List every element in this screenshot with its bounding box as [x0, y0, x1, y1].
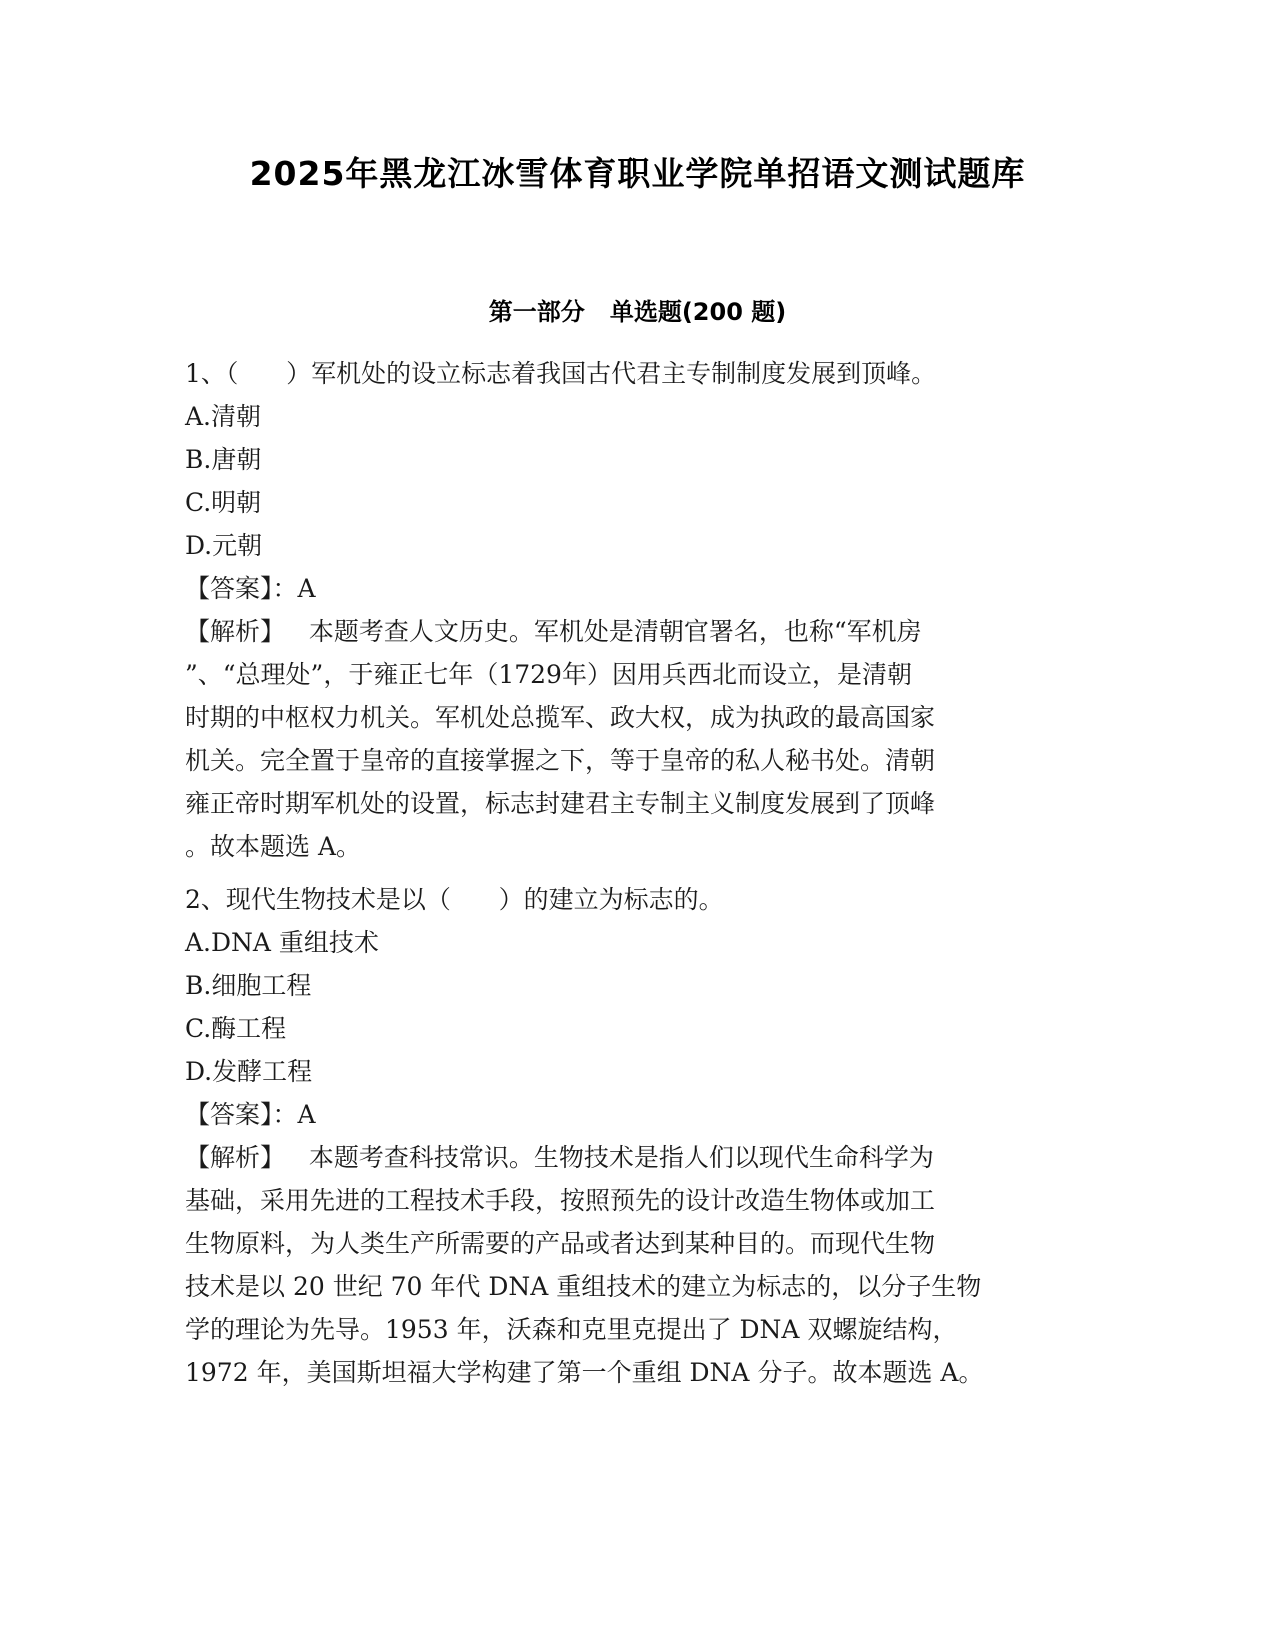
question-stem: 2、现代生物技术是以（ ）的建立为标志的。: [185, 885, 724, 914]
question-list: [185, 352, 1065, 1404]
option-b: B.细胞工程: [185, 971, 312, 1000]
analysis-line: 。故本题选 A。: [185, 832, 362, 861]
document-title: 2025年黑龙江冰雪体育职业学院单招语文测试题库: [249, 154, 1026, 193]
option-d: D.元朝: [185, 531, 263, 560]
analysis-line: 雍正帝时期军机处的设置，标志封建君主专制主义制度发展到了顶峰: [185, 789, 936, 818]
option-b: B.唐朝: [185, 445, 262, 474]
option-a: A.清朝: [185, 402, 262, 431]
section-heading: 第一部分 单选题(200 题): [488, 298, 787, 326]
question-1: [185, 352, 1065, 868]
analysis-line: 【解析】 本题考查科技常识。生物技术是指人们以现代生命科学为: [185, 1143, 934, 1172]
analysis-line: 时期的中枢权力机关。军机处总揽军、政大权，成为执政的最高国家: [185, 703, 936, 732]
analysis-line: ”、“总理处”，于雍正七年（1729年）因用兵西北而设立，是清朝: [185, 660, 912, 689]
analysis-paragraph: [185, 1136, 1065, 1394]
analysis-line: 基础，采用先进的工程技术手段，按照预先的设计改造生物体或加工: [185, 1186, 936, 1215]
question-2: [185, 878, 1065, 1394]
answer-line: 【答案】：A: [185, 1100, 316, 1129]
answer-line: 【答案】：A: [185, 574, 316, 603]
option-c: C.酶工程: [185, 1014, 287, 1043]
analysis-line: 机关。完全置于皇帝的直接掌握之下，等于皇帝的私人秘书处。清朝: [185, 746, 936, 775]
analysis-paragraph: [185, 610, 1065, 868]
question-stem: 1、（ ）军机处的设立标志着我国古代君主专制制度发展到顶峰。: [185, 359, 937, 388]
analysis-line: 学的理论为先导。1953 年，沃森和克里克提出了 DNA 双螺旋结构，: [185, 1315, 958, 1344]
analysis-line: 【解析】 本题考查人文历史。军机处是清朝官署名，也称“军机房: [185, 617, 922, 646]
option-a: A.DNA 重组技术: [185, 928, 379, 957]
option-c: C.明朝: [185, 488, 262, 517]
option-d: D.发酵工程: [185, 1057, 313, 1086]
analysis-line: 技术是以 20 世纪 70 年代 DNA 重组技术的建立为标志的，以分子生物: [185, 1272, 982, 1301]
analysis-line: 生物原料，为人类生产所需要的产品或者达到某种目的。而现代生物: [185, 1229, 936, 1258]
analysis-line: 1972 年，美国斯坦福大学构建了第一个重组 DNA 分子。故本题选 A。: [185, 1358, 984, 1387]
